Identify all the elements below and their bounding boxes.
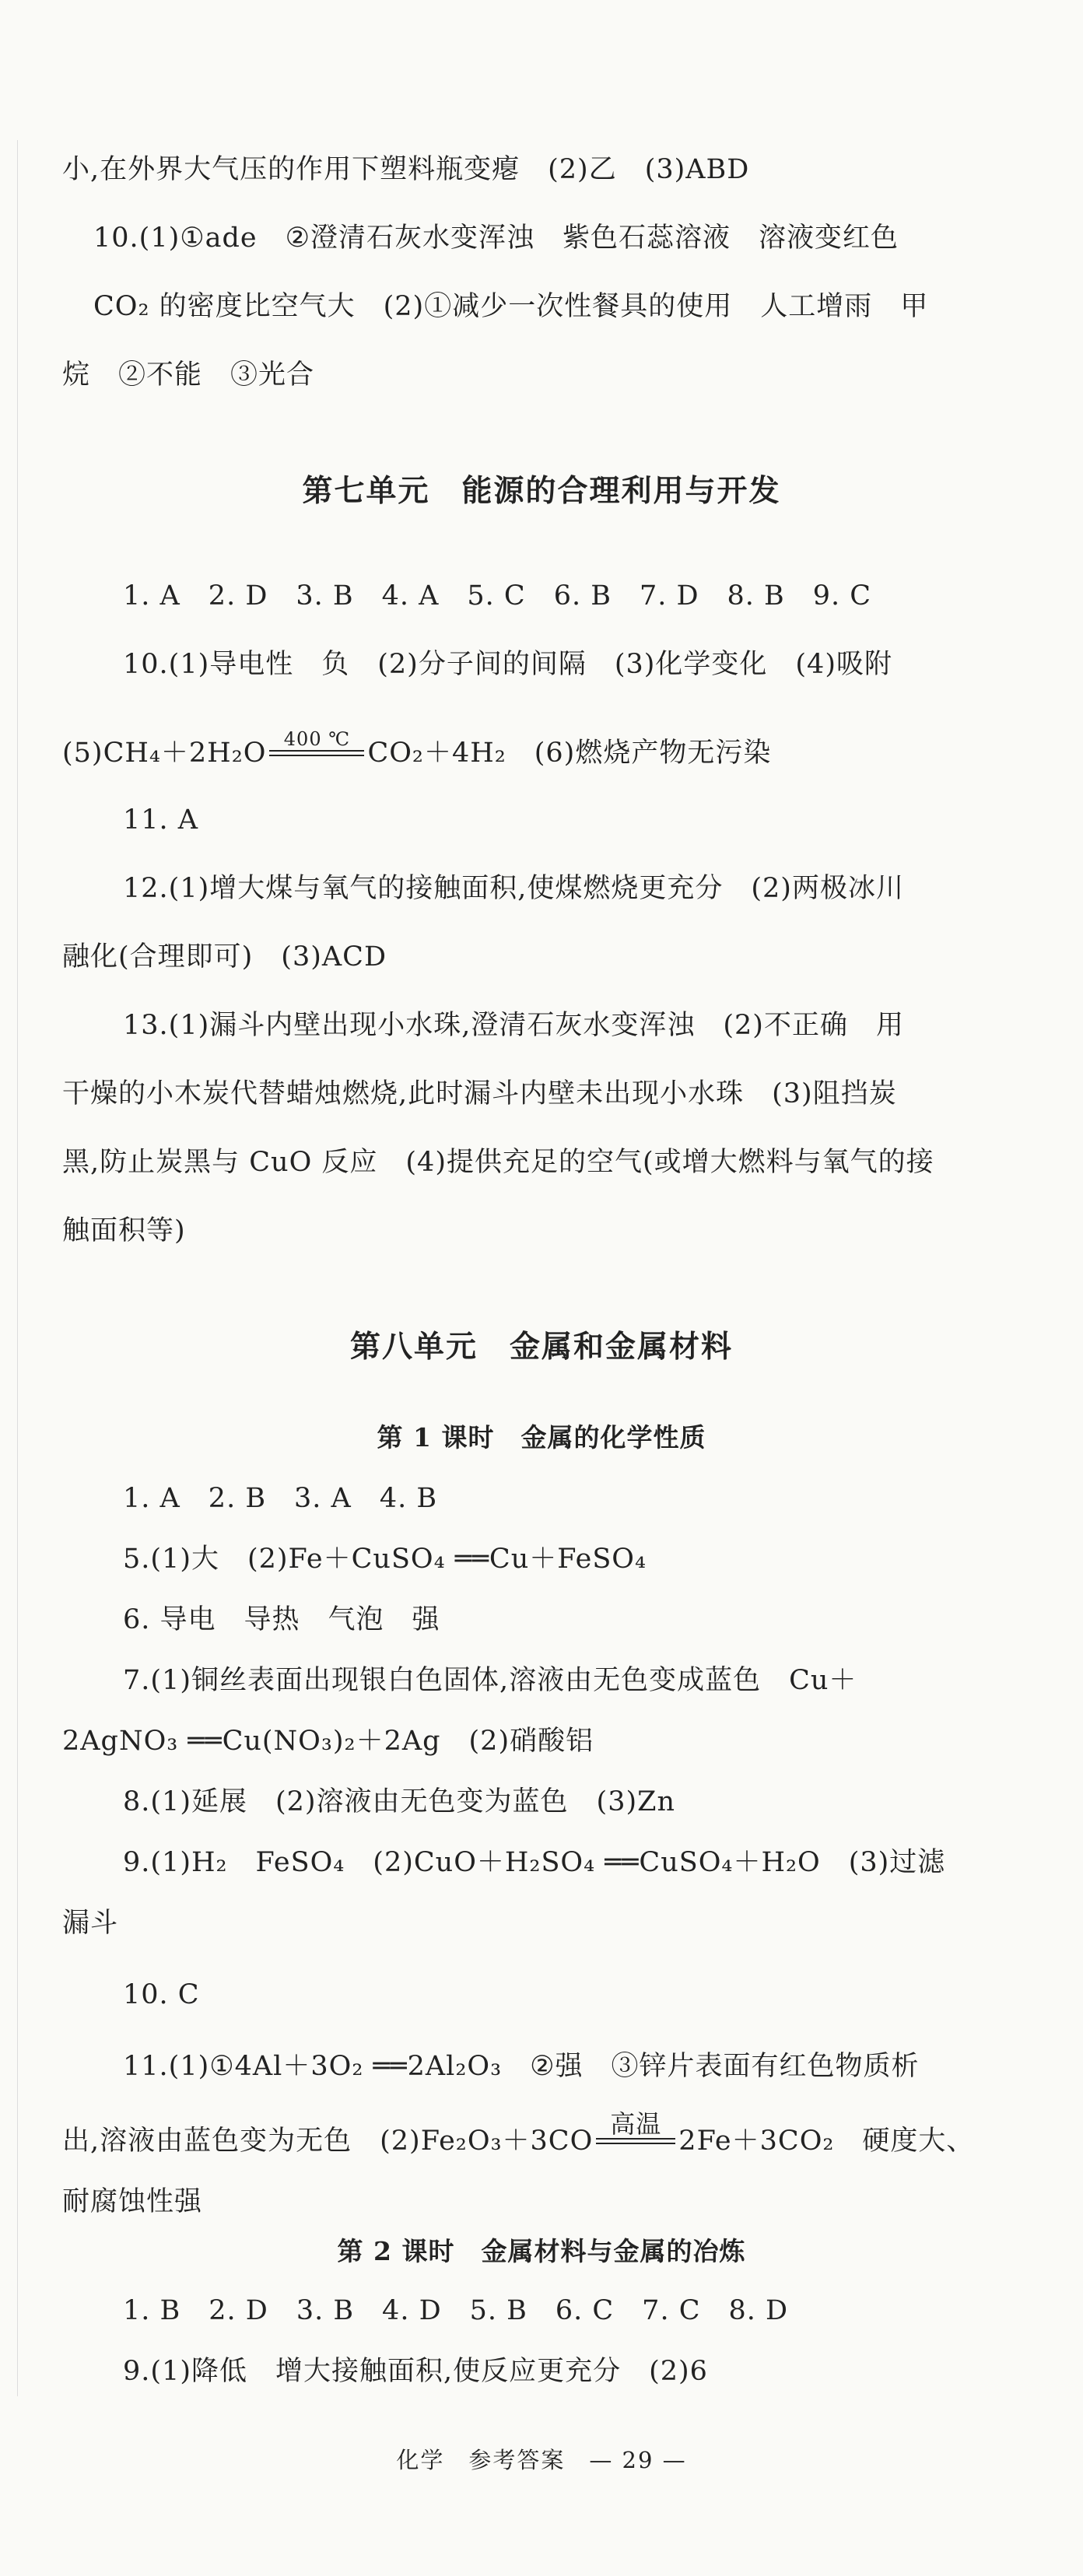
answer-line: 干燥的小木炭代替蜡烛燃烧,此时漏斗内壁未出现小水珠 (3)阻挡炭 bbox=[62, 1078, 897, 1109]
answer-line: 9.(1)H₂ FeSO₄ (2)CuO＋H₂SO₄ ══CuSO₄＋H₂O (3)过滤 bbox=[123, 1847, 946, 1878]
reaction-arrow bbox=[593, 2108, 678, 2150]
unit-8-heading: 第八单元 金属和金属材料 bbox=[349, 1330, 733, 1365]
answer-line: 10. C bbox=[123, 1979, 200, 2010]
answer-line: 1. A 2. B 3. A 4. B bbox=[123, 1483, 438, 1514]
answer-line: 耐腐蚀性强 bbox=[62, 2186, 203, 2217]
answer-line: 6. 导电 导热 气泡 强 bbox=[123, 1604, 440, 1635]
answer-line: 黑,防止炭黑与 CuO 反应 (4)提供充足的空气(或增大燃料与氧气的接 bbox=[62, 1147, 934, 1178]
answer-line: 融化(合理即可) (3)ACD bbox=[62, 941, 387, 973]
answer-line: 1. A 2. D 3. B 4. A 5. C 6. B 7. D 8. B 9. C bbox=[123, 580, 872, 612]
answer-line: 8.(1)延展 (2)溶液由无色变为蓝色 (3)Zn bbox=[123, 1786, 675, 1817]
answer-line: 触面积等) bbox=[62, 1215, 186, 1246]
equation-line bbox=[62, 727, 1036, 772]
reaction-condition: 400 ℃ bbox=[283, 727, 351, 750]
lesson-1-heading: 第 1 课时 金属的化学性质 bbox=[377, 1422, 706, 1453]
answer-line: 烷 ②不能 ③光合 bbox=[62, 359, 315, 391]
answer-line: 7.(1)铜丝表面出现银白色固体,溶液由无色变成蓝色 Cu＋ bbox=[123, 1665, 857, 1696]
equation-lhs: (5)CH₄＋2H₂O bbox=[62, 738, 267, 769]
answer-line: 漏斗 bbox=[62, 1908, 119, 1939]
lesson-2-heading: 第 2 课时 金属材料与金属的冶炼 bbox=[337, 2236, 746, 2266]
equation-line bbox=[62, 2108, 1036, 2160]
answer-line: 11.(1)①4Al＋3O₂ ══2Al₂O₃ ②强 ③锌片表面有红色物质析 bbox=[123, 2051, 920, 2082]
answer-line: 12.(1)增大煤与氧气的接触面积,使煤燃烧更充分 (2)两极冰川 bbox=[123, 873, 904, 904]
unit-7-heading: 第七单元 能源的合理利用与开发 bbox=[302, 474, 781, 509]
answer-line: 5.(1)大 (2)Fe＋CuSO₄ ══Cu＋FeSO₄ bbox=[123, 1544, 647, 1575]
answer-line: 10.(1)①ade ②澄清石灰水变浑浊 紫色石蕊溶液 溶液变红色 bbox=[93, 223, 899, 254]
answer-line: 10.(1)导电性 负 (2)分子间的间隔 (3)化学变化 (4)吸附 bbox=[123, 649, 892, 680]
reaction-condition: 高温 bbox=[610, 2108, 662, 2139]
reaction-arrow bbox=[266, 727, 367, 762]
equation-rhs: CO₂＋4H₂ (6)燃烧产物无污染 bbox=[367, 738, 772, 769]
answer-line: CO₂ 的密度比空气大 (2)①减少一次性餐具的使用 人工增雨 甲 bbox=[93, 291, 929, 322]
equation-lhs: 出,溶液由蓝色变为无色 (2)Fe₂O₃＋3CO bbox=[62, 2126, 594, 2157]
answer-line: 2AgNO₃ ══Cu(NO₃)₂＋2Ag (2)硝酸铝 bbox=[62, 1726, 594, 1757]
equation-rhs: 2Fe＋3CO₂ 硬度大、 bbox=[678, 2126, 975, 2157]
answer-line: 9.(1)降低 增大接触面积,使反应更充分 (2)6 bbox=[123, 2356, 708, 2387]
answer-line: 13.(1)漏斗内壁出现小水珠,澄清石灰水变浑浊 (2)不正确 用 bbox=[123, 1010, 904, 1041]
page-footer: 化学 参考答案 — 29 — bbox=[396, 2447, 687, 2473]
answer-line: 小,在外界大气压的作用下塑料瓶变瘪 (2)乙 (3)ABD bbox=[62, 154, 750, 185]
answer-line: 11. A bbox=[123, 804, 199, 836]
answer-line: 1. B 2. D 3. B 4. D 5. B 6. C 7. C 8. D bbox=[123, 2295, 789, 2326]
